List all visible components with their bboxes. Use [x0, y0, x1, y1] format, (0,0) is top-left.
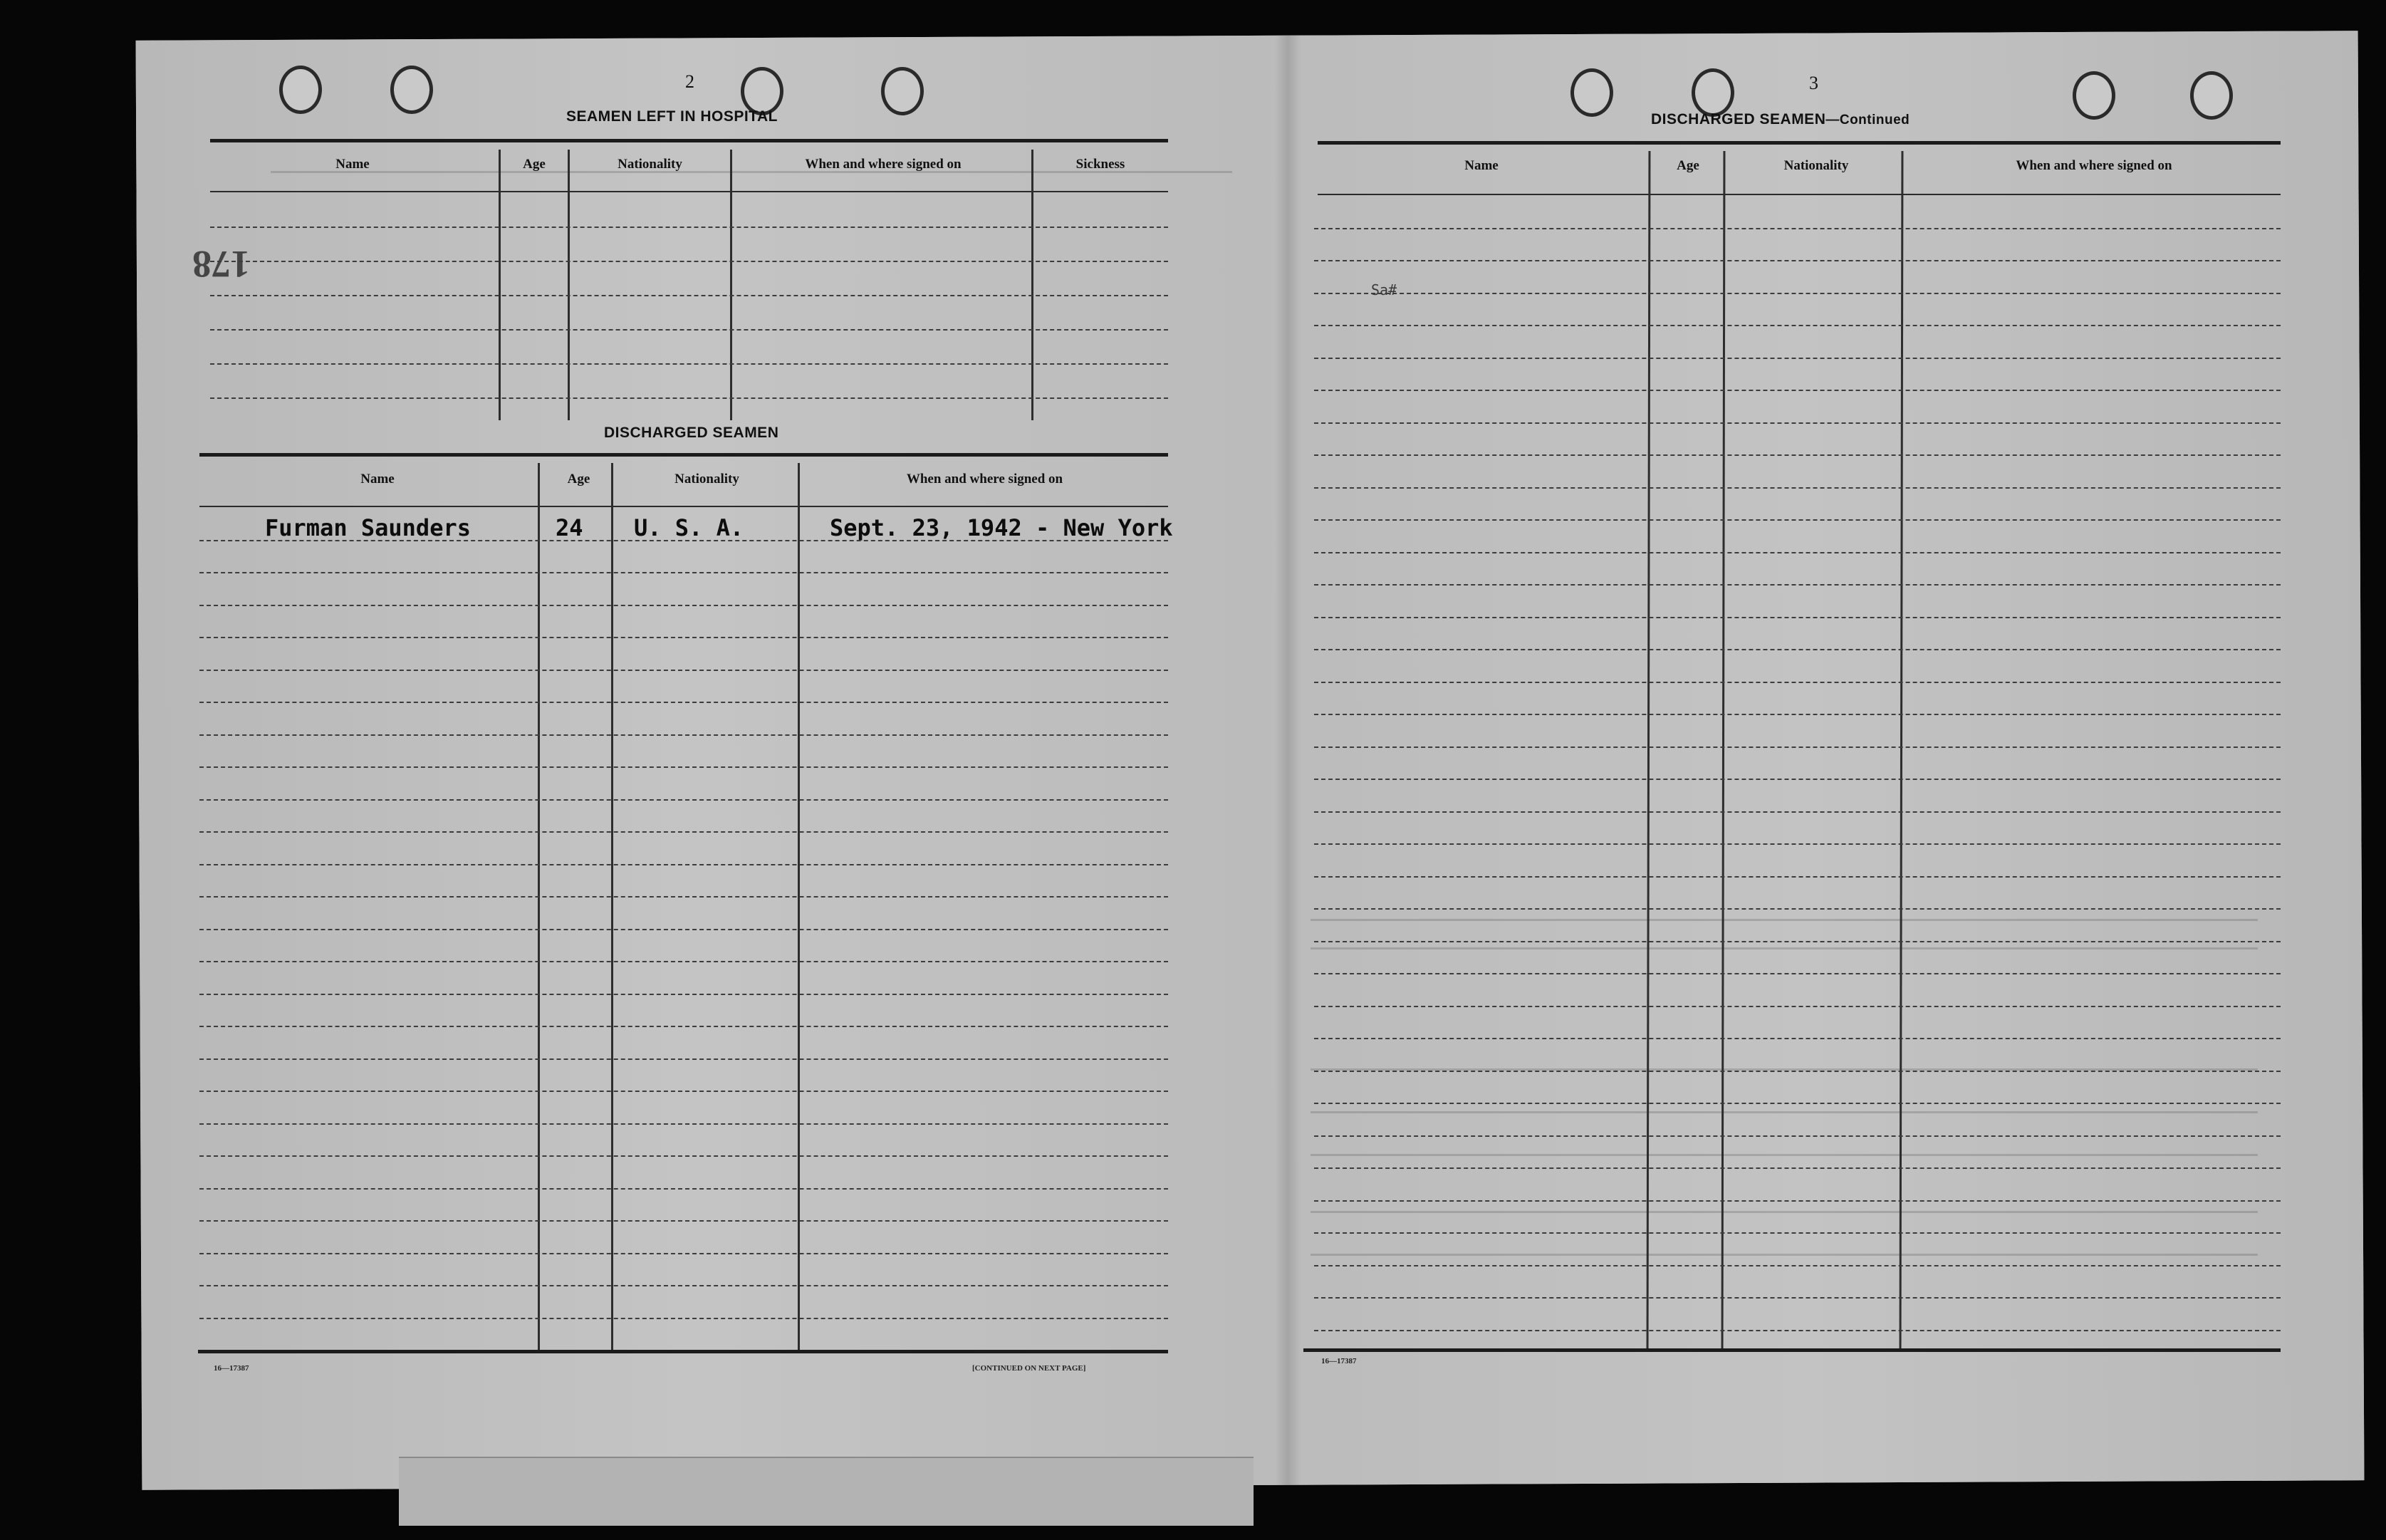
table-row [1314, 973, 2281, 974]
page-number: 2 [685, 71, 694, 92]
table-row [1314, 358, 2281, 359]
table-row [1314, 1200, 2281, 1202]
col-header-name: Name [1464, 158, 1499, 173]
section-title-discharged-continued [1651, 111, 1910, 128]
col-header-age: Age [523, 157, 546, 172]
col-header-name: Name [360, 472, 395, 487]
table-row [1314, 649, 2281, 650]
continued-note: [CONTINUED ON NEXT PAGE] [972, 1364, 1086, 1373]
table-top-rule [210, 139, 1168, 142]
table-row [199, 1091, 1168, 1092]
col-header-sickness: Sickness [1075, 157, 1125, 172]
entry-name: Furman Saunders [265, 514, 471, 541]
entry-signed-on: Sept. 23, 1942 - New York [830, 514, 1173, 541]
discharged-continued-rows [1314, 195, 2281, 1349]
section-title-hospital: SEAMEN LEFT IN HOSPITAL [566, 108, 778, 125]
table-row [210, 329, 1168, 331]
table-row [1314, 746, 2281, 748]
table-top-rule [1318, 141, 2281, 145]
center-fold [1275, 36, 1301, 1485]
bottom-tab-strip [399, 1457, 1254, 1526]
table-row [210, 227, 1168, 228]
table-row [199, 1026, 1168, 1027]
col-header-nationality: Nationality [674, 472, 739, 487]
table-row [210, 397, 1168, 399]
table-row [199, 831, 1168, 833]
table-row [199, 1123, 1168, 1125]
table-row [1314, 325, 2281, 326]
table-row [1314, 422, 2281, 424]
table-row [210, 261, 1168, 262]
table-row [199, 929, 1168, 930]
table-row [199, 1058, 1168, 1060]
section-title-main: DISCHARGED SEAMEN [1651, 111, 1826, 128]
table-row [1314, 1330, 2281, 1331]
table-row [1314, 552, 2281, 553]
col-header-signed-on: When and where signed on [805, 157, 962, 172]
table-row [199, 864, 1168, 865]
table-row [199, 1220, 1168, 1222]
table-row [1314, 1232, 2281, 1234]
section-title-discharged: DISCHARGED SEAMEN [604, 425, 779, 441]
table-row [199, 896, 1168, 898]
table-row [1314, 584, 2281, 586]
table-row [1314, 843, 2281, 845]
table-row [1314, 876, 2281, 878]
table-row [199, 637, 1168, 638]
table-row [1314, 1297, 2281, 1299]
entry-age: 24 [556, 514, 583, 541]
punch-hole [1570, 68, 1613, 117]
table-row [199, 605, 1168, 606]
punch-hole [390, 66, 433, 114]
col-header-signed-on: When and where signed on [906, 472, 1063, 487]
table-row [199, 1318, 1168, 1319]
table-row [1314, 1167, 2281, 1169]
table-row [1314, 228, 2281, 229]
entry-nationality: U. S. A. [634, 514, 744, 541]
col-header-age: Age [1677, 158, 1699, 173]
table-bottom-rule [198, 1350, 1168, 1353]
table-row [199, 540, 1168, 541]
form-number: 16—17387 [1321, 1357, 1357, 1365]
table-row [210, 295, 1168, 296]
col-header-age: Age [567, 472, 590, 487]
table-row [1314, 811, 2281, 813]
table-bottom-rule [1303, 1348, 2281, 1352]
table-row [1314, 454, 2281, 456]
table-row [1314, 779, 2281, 780]
page-number: 3 [1809, 73, 1818, 93]
col-header-name: Name [335, 157, 370, 172]
table-row [199, 766, 1168, 768]
table-row [199, 799, 1168, 801]
table-row [199, 1253, 1168, 1254]
punch-hole [1692, 68, 1734, 117]
table-row [1314, 390, 2281, 391]
table-row [199, 572, 1168, 573]
section-title-suffix: —Continued [1825, 113, 1910, 128]
punch-hole [2190, 71, 2233, 120]
table-row [199, 961, 1168, 962]
table-row [199, 702, 1168, 703]
table-row [199, 734, 1168, 736]
table-row [1314, 1006, 2281, 1007]
table-row [199, 1155, 1168, 1157]
table-row [1314, 487, 2281, 489]
col-header-nationality: Nationality [618, 157, 682, 172]
table-row [1314, 714, 2281, 715]
table-row [1314, 941, 2281, 942]
table-row [1314, 1265, 2281, 1266]
table-row [1314, 617, 2281, 618]
table-row [1314, 519, 2281, 521]
table-row [199, 1188, 1168, 1190]
margin-mark: 178 [192, 243, 250, 286]
table-row [199, 670, 1168, 671]
form-number: 16—17387 [214, 1364, 249, 1373]
table-top-rule [199, 453, 1168, 457]
hospital-rows [210, 192, 1168, 420]
col-header-signed-on: When and where signed on [2016, 158, 2172, 173]
punch-hole [279, 66, 322, 114]
table-row [1314, 682, 2281, 683]
discharged-rows [199, 507, 1168, 1348]
table-row [1314, 908, 2281, 910]
table-row [1314, 1103, 2281, 1104]
table-row [1314, 1071, 2281, 1072]
table-row [1314, 293, 2281, 294]
table-row [210, 363, 1168, 365]
margin-mark: Sa# [1371, 281, 1397, 298]
table-row [1314, 1135, 2281, 1137]
punch-hole [881, 67, 924, 115]
table-row [1314, 260, 2281, 261]
punch-hole [2073, 71, 2115, 120]
table-row [199, 1285, 1168, 1286]
col-header-nationality: Nationality [1783, 158, 1849, 173]
table-row [199, 994, 1168, 995]
table-row [1314, 1038, 2281, 1039]
